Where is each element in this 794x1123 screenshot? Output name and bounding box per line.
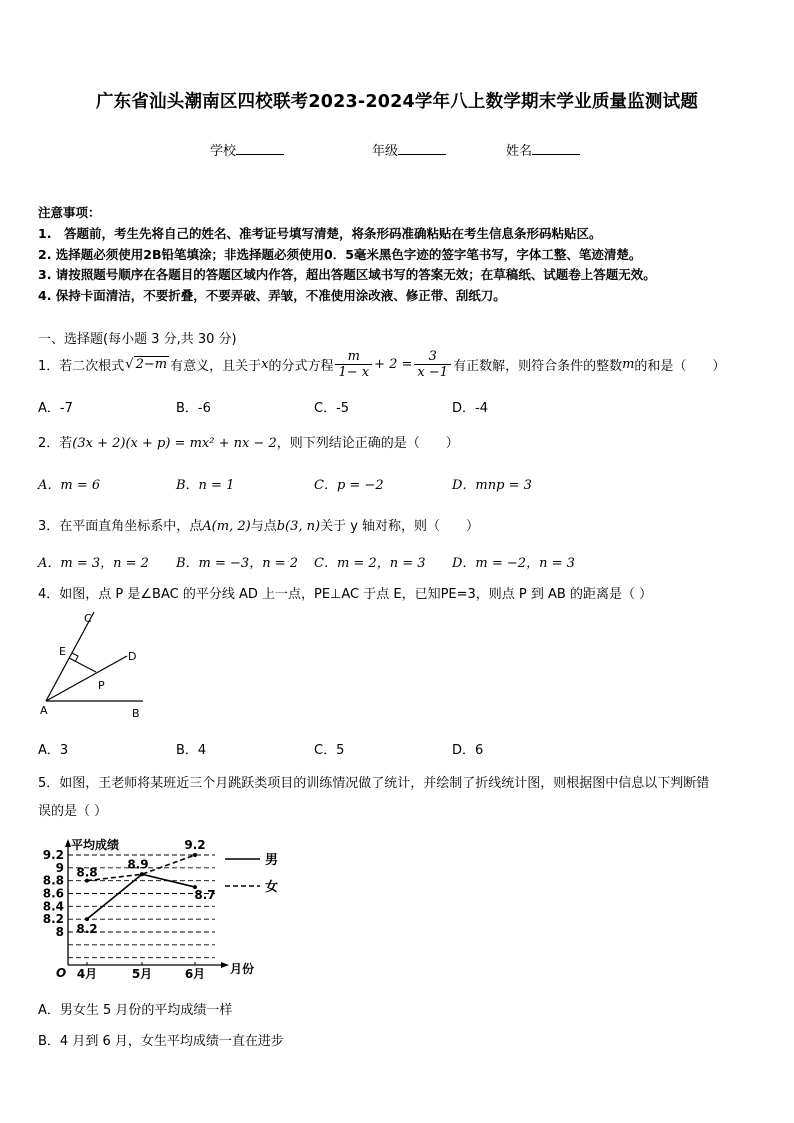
q1-fraction-2	[414, 349, 451, 380]
q1-option-c: C．-5	[314, 401, 350, 416]
question-2	[38, 432, 459, 451]
legend-label: 女	[265, 880, 279, 895]
q4-option-c: C．5	[314, 743, 345, 758]
y-tick-label: 8.6	[42, 886, 64, 901]
q2-option-b: B．n = 1	[176, 478, 235, 493]
grade-label: 年级	[372, 144, 399, 159]
y-tick-label: 9.2	[42, 848, 64, 862]
note-item-3: 3. 请按照题号顺序在各题目的答题区域内作答，超出答题区域书写的答案无效；在草稿纸、试题卷上答题无效。	[38, 267, 656, 282]
label-b: B	[132, 707, 140, 720]
q2-option-d: D．mnp = 3	[452, 478, 532, 493]
label-c: C	[84, 612, 92, 625]
y-tick-label: 8.4	[42, 899, 64, 914]
q1-option-d: D．-4	[452, 401, 488, 416]
note-item-1: 1. 答题前，考生先将自己的姓名、准考证号填写清楚，将条形码准确粘贴在考生信息条形码粘贴区。	[38, 226, 602, 241]
data-label: 8.2	[76, 922, 98, 937]
q1-plus-two: + 2 =	[374, 357, 413, 372]
q1-text-1: 1．若二次根式	[38, 359, 125, 374]
data-point	[140, 872, 144, 876]
x-tick-label: 6月	[184, 967, 206, 981]
q3-option-c: C．m = 2，n = 3	[314, 556, 426, 571]
school-field	[210, 140, 284, 159]
q4-option-a: A．3	[38, 743, 69, 758]
school-label: 学校	[210, 144, 237, 159]
q3-option-b: B．m = −3，n = 2	[176, 556, 299, 571]
data-point	[193, 853, 197, 857]
line-chart	[30, 835, 290, 985]
q2-expression: (3x + 2)(x + p) = mx² + nx − 2	[72, 436, 277, 451]
label-a: A	[40, 704, 48, 717]
name-blank	[532, 142, 580, 155]
data-label: 8.8	[76, 865, 98, 880]
q1-var-m: m	[622, 357, 635, 372]
q2-text-1: 2．若	[38, 436, 73, 451]
grade-field	[372, 140, 446, 159]
q1-option-b: B．-6	[176, 401, 211, 416]
name-field	[506, 140, 580, 159]
label-p: P	[98, 679, 105, 692]
q3-option-d: D．m = −2，n = 3	[452, 556, 575, 571]
label-d: D	[128, 650, 137, 663]
q1-frac2-den: x −1	[417, 365, 449, 380]
note-item-4: 4. 保持卡面清洁，不要折叠，不要弄破、弄皱，不准使用涂改液、修正带、刮纸刀。	[38, 288, 506, 303]
grade-blank	[398, 142, 446, 155]
school-blank	[236, 142, 284, 155]
question-1	[38, 349, 725, 380]
q3-text-1: 3．在平面直角坐标系中，点	[38, 519, 203, 534]
data-label: 8.9	[127, 857, 149, 872]
x-tick-label: 5月	[131, 967, 153, 981]
q3-option-a: A．m = 3，n = 2	[38, 556, 149, 571]
data-point	[85, 917, 89, 921]
label-e: E	[59, 645, 66, 658]
x-axis-label: 月份	[230, 962, 255, 976]
y-tick-label: 8	[55, 925, 64, 939]
q3-text-2: 与点	[250, 519, 277, 534]
y-tick-label: 8.2	[42, 912, 64, 927]
note-item-2: 2. 选择题必须使用2B铅笔填涂；非选择题必须使用0．5毫米黑色字迹的签字笔书写，字体工整、笔迹清楚。	[38, 247, 642, 262]
name-label: 姓名	[506, 144, 533, 159]
question-5-line-2: 误的是（ ）	[38, 804, 108, 819]
q3-point-b: b(3, n)	[276, 519, 321, 534]
q3-point-a: A(m, 2)	[202, 519, 251, 534]
origin-label: O	[56, 966, 67, 980]
q5-option-a: A．男女生 5 月份的平均成绩一样	[38, 1003, 233, 1018]
angle-bisector-figure	[30, 608, 160, 723]
q1-option-a: A．-7	[38, 401, 73, 416]
q3-text-3: 关于 y 轴对称，则（ ）	[320, 519, 480, 534]
x-axis-arrow	[221, 962, 229, 968]
q1-fraction-1	[335, 349, 372, 380]
data-label: 9.2	[184, 838, 206, 852]
x-tick-label: 4月	[76, 967, 98, 981]
q1-text-5: 的和是（ ）	[634, 359, 726, 374]
q5-option-b: B．4 月到 6 月，女生平均成绩一直在进步	[38, 1034, 284, 1049]
q2-text-2: ，则下列结论正确的是（ ）	[276, 436, 459, 451]
section-heading: 一、选择题(每小题 3 分,共 30 分)	[38, 332, 237, 347]
q1-frac2-num: 3	[414, 349, 451, 365]
q4-option-b: B．4	[176, 743, 207, 758]
question-4: 4．如图，点 P 是∠BAC 的平分线 AD 上一点，PE⊥AC 于点 E，已知PE=3，则点 P 到 AB 的距离是（ ）	[38, 587, 653, 602]
q1-var-x: x	[261, 357, 269, 372]
question-3	[38, 515, 479, 534]
q1-frac1-den: 1− x	[338, 365, 370, 380]
q1-text-3: 的分式方程	[268, 359, 334, 374]
q1-text-2: 有意义，且关于	[170, 359, 262, 374]
sqrt-radical: √ 2−m	[125, 357, 168, 372]
legend-label: 男	[265, 853, 279, 868]
y-tick-label: 9	[55, 860, 64, 875]
q1-radicand: 2−m	[135, 357, 168, 372]
segment-pe	[69, 658, 96, 672]
chart-title: 平均成绩	[71, 838, 120, 852]
q2-option-c: C．p = −2	[314, 478, 384, 493]
q2-option-a: A．m = 6	[38, 478, 101, 493]
q4-option-d: D．6	[452, 743, 484, 758]
q1-frac1-num: m	[335, 349, 372, 365]
question-5-line-1: 5．如图，王老师将某班近三个月跳跃类项目的训练情况做了统计，并绘制了折线统计图，则根据图中信息以下判断错	[38, 776, 710, 791]
q1-text-4: 有正数解，则符合条件的整数	[453, 359, 623, 374]
page-title: 广东省汕头潮南区四校联考2023-2024学年八上数学期末学业质量监测试题	[95, 92, 699, 112]
data-label: 8.7	[194, 888, 216, 903]
y-tick-label: 8.8	[42, 873, 64, 888]
notes-heading: 注意事项：	[38, 205, 101, 220]
